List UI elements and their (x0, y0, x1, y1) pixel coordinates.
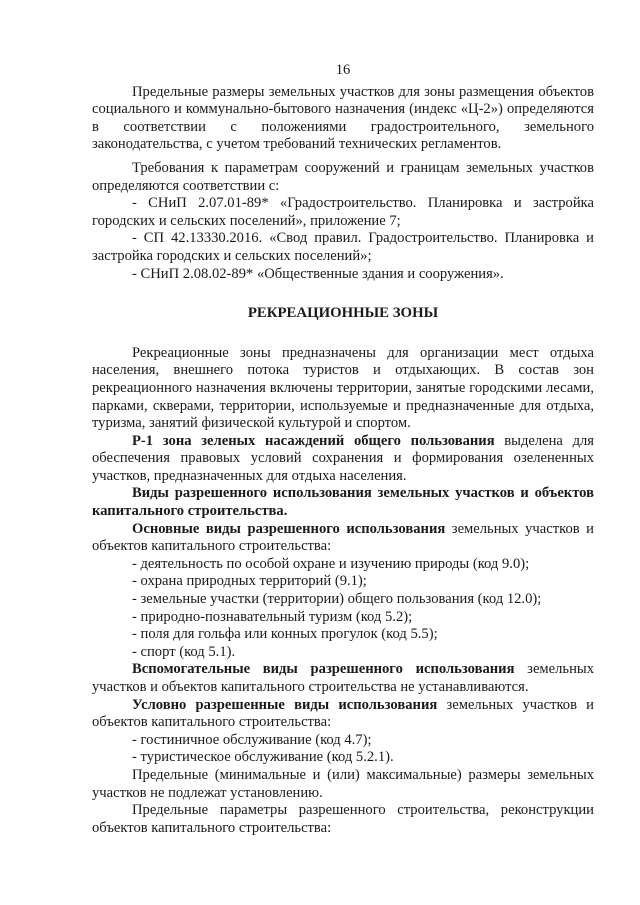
list-item: - туристическое обслуживание (код 5.2.1). (132, 749, 394, 766)
cond-types-title: Условно разрешенные виды использования (132, 696, 438, 713)
params-paragraph: Предельные параметры разрешенного строительства, реконструкции объектов капитального строительства: (92, 802, 594, 836)
list-item: - земельные участки (территории) общего пользования (код 12.0); (132, 591, 542, 608)
list-item: - деятельность по особой охране и изучению природы (код 9.0); (132, 555, 530, 572)
intro-paragraph-2: Требования к параметрам сооружений и границам земельных участков определяются соответствии с: (92, 159, 594, 194)
main-types-paragraph (92, 521, 594, 556)
page-number: 16 (335, 62, 351, 78)
recreation-paragraph: Рекреационные зоны предназначены для организации мест отдыха населения, внешнего потока туристов и отдыхающих. В состав зон рекреационного назначения включены территории, занятые городскими лесами, парками, скверами, территории, используемые и предназначенные для отдыха, туризма, занятий физической культурой и спортом. (92, 344, 594, 432)
list-item: - СНиП 2.07.01-89* «Градостроительство. Планировка и застройка городских и сельских поселений», приложение 7; (92, 195, 594, 229)
list-item: - природно-познавательный туризм (код 5.2); (132, 608, 413, 625)
intro-paragraph-1: Предельные размеры земельных участков для зоны размещения объектов социального и коммунально-бытового назначения (индекс «Ц-2») определяются в соответствии с положениями градостроительного, земельного законодательства, с учетом требований технических регламентов. (92, 83, 594, 153)
aux-types-title: Вспомогательные виды разрешенного использования (132, 661, 515, 678)
aux-types-paragraph (92, 661, 594, 696)
list-item: - СП 42.13330.2016. «Свод правил. Градостроительство. Планировка и застройка городских и сельских поселений»; (92, 230, 594, 264)
aux-types-text: земельных участков и объектов капитального строительства не устанавливаются. (92, 661, 594, 695)
list-item: - охрана природных территорий (9.1); (132, 573, 367, 590)
r1-paragraph (92, 433, 594, 486)
list-item: - СНиП 2.08.02-89* «Общественные здания и сооружения». (132, 265, 504, 282)
main-types-title: Основные виды разрешенного использования (132, 520, 446, 537)
list-item: - поля для гольфа или конных прогулок (код 5.5); (132, 626, 438, 643)
types-heading-text: Виды разрешенного использования земельных участков и объектов капитального строительства. (92, 485, 594, 520)
r1-text: выделена для обеспечения правовых условий сохранения и формирования озелененных участков, предназначенных для отдыха населения. (92, 432, 594, 484)
main-types-text: земельных участков и объектов капитального строительства: (92, 520, 594, 555)
list-item: - спорт (код 5.1). (132, 643, 236, 660)
cond-types-paragraph (92, 697, 594, 732)
types-heading (92, 485, 594, 520)
section-heading: РЕКРЕАЦИОННЫЕ ЗОНЫ (247, 305, 439, 322)
cond-types-text: земельных участков и объектов капитального строительства: (92, 696, 594, 731)
limits-paragraph: Предельные (минимальные и (или) максимальные) размеры земельных участков не подлежат установлению. (92, 766, 594, 801)
list-item: - гостиничное обслуживание (код 4.7); (132, 731, 372, 748)
r1-title: Р-1 зона зеленых насаждений общего пользования (132, 432, 495, 449)
